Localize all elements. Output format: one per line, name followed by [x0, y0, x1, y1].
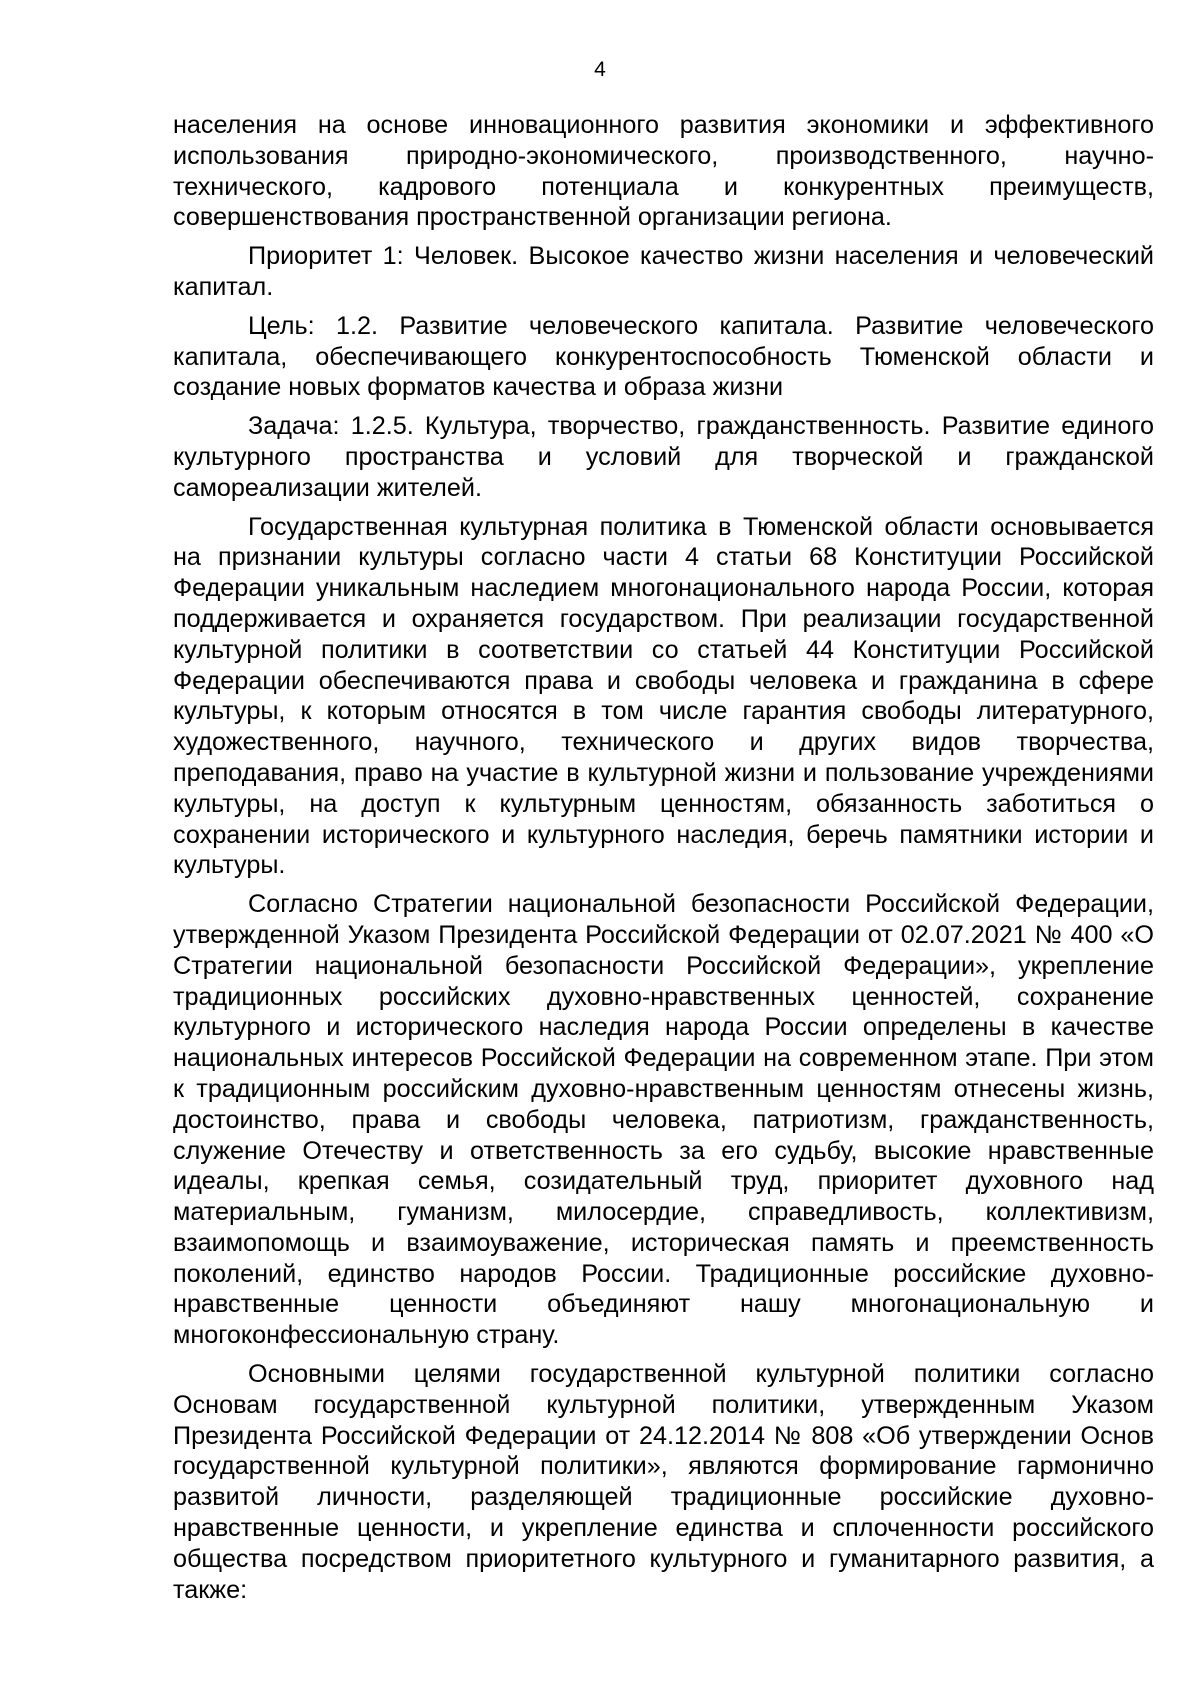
document-body — [173, 110, 1154, 1613]
paragraph-policy-goals: Основными целями государственной культурной политики согласно Основам государственной культурной политики, утвержденным Указом Президента Российской Федерации от 24.12.2014 № 808 «Об утверждении Основ государственной культурной политики», являются формирование гармонично развитой личности, разделяющей традиционные российские духовно-нравственные ценности, и укрепление единства и сплоченности российского общества посредством приоритетного культурного и гуманитарного развития, а также: — [173, 1360, 1154, 1604]
paragraph-priority: Приоритет 1: Человек. Высокое качество жизни населения и человеческий капитал. — [173, 242, 1154, 301]
paragraph-task: Задача: 1.2.5. Культура, творчество, гражданственность. Развитие единого культурного пространства и условий для творческой и гражданской самореализации жителей. — [173, 412, 1154, 502]
paragraph-security-strategy: Согласно Стратегии национальной безопасности Российской Федерации, утвержденной Указом Президента Российской Федерации от 02.07.2021 № 400 «О Стратегии национальной безопасности Российской Федерации», укрепление традиционных российских духовно-нравственных ценностей, сохранение культурного и исторического наследия народа России определены в качестве национальных интересов Российской Федерации на современном этапе. При этом к традиционным российским духовно-нравственным ценностям отнесены жизнь, достоинство, права и свободы человека, патриотизм, гражданственность, служение Отечеству и ответственность за его судьбу, высокие нравственные идеалы, крепкая семья, созидательный труд, приоритет духовного над материальным, гуманизм, милосердие, справедливость, коллективизм, взаимопомощь и взаимоуважение, историческая память и преемственность поколений, единство народов России. Традиционные российские духовно-нравственные ценности объединяют нашу многонациональную и многоконфессиональную страну. — [173, 890, 1154, 1350]
page-number: 4 — [594, 58, 606, 81]
paragraph-goal: Цель: 1.2. Развитие человеческого капитала. Развитие человеческого капитала, обеспечивающего конкурентоспособность Тюменской области и создание новых форматов качества и образа жизни — [173, 311, 1154, 402]
paragraph-cultural-policy: Государственная культурная политика в Тюменской области основывается на признании культуры согласно части 4 статьи 68 Конституции Российской Федерации уникальным наследием многонационального народа России, которая поддерживается и охраняется государством. При реализации государственной культурной политики в соответствии со статьей 44 Конституции Российской Федерации обеспечиваются права и свободы человека и гражданина в сфере культуры, к которым относятся в том числе гарантия свободы литературного, художественного, научного, технического и других видов творчества, преподавания, право на участие в культурной жизни и пользование учреждениями культуры, на доступ к культурным ценностям, обязанность заботиться о сохранении исторического и культурного наследия, беречь памятники истории и культуры. — [173, 512, 1154, 880]
paragraph-continuation: населения на основе инновационного развития экономики и эффективного использования природно-экономического, производственного, научно-технического, кадрового потенциала и конкурентных преимуществ, совершенствования пространственной организации региона. — [173, 111, 1154, 232]
